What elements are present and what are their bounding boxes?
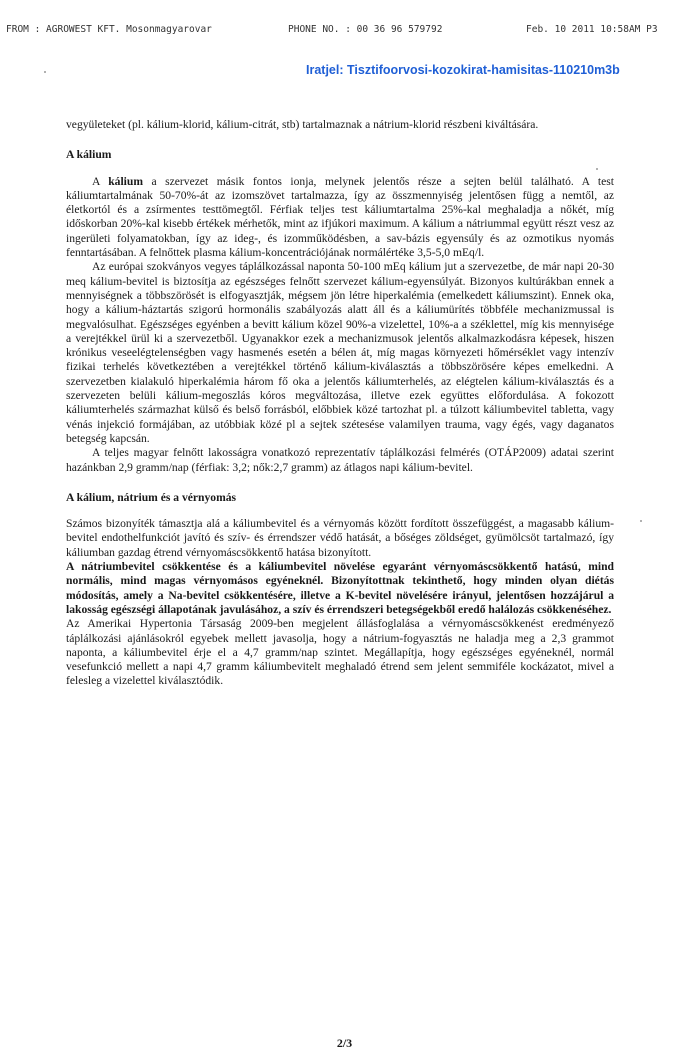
page-number: 2/3 bbox=[336, 1036, 353, 1050]
intro-paragraph: vegyületeket (pl. kálium-klorid, kálium-citrát, stb) tartalmaznak a nátrium-klorid részbeni kiváltására. bbox=[66, 118, 539, 131]
paragraph-verynomas-1: Számos bizonyíték támasztja alá a káliumbevitel és a vérnyomás között fordított összefüggést, a magasabb kálium-bevitel endothelfunkciót javító és szív- és érrendszer védő hatását, a bőséges zöldséget, gyümölcsöt tartalmazó, így káliumban gazdag étrend vérnyomáscsökkentő hatása bizonyított. bbox=[66, 517, 614, 559]
scan-speck bbox=[596, 168, 598, 170]
paragraph-kalium-1 bbox=[66, 175, 614, 261]
paragraph-kalium-2: Az európai szokványos vegyes táplálkozással naponta 50-100 mEq kálium jut a szervezetbe, de már napi 20-30 meq kálium-bevitel is biztosítja az egészséges felnőtt szervezet kálium-egyensúlyát. Bizonyos kultúrákban ennek a mennyiségnek a többszörösét is elfogyasztják, mégsem jön létre hiperkalémia (emelkedett káliumszint). Ennek oka, hogy a kálium-háztartás szigorú hormonális szabályozás alatt áll és a káliumürítés többféle mechanizmussal is megvalósulhat. Egészséges egyénben a bevitt kálium közel 90%-a vizelettel, 10%-a a széklettel, míg kis mennyisége a verejtékkel ürül ki a szervezetből. Ugyanakkor ezek a mechanizmusok jelentős alkalmazkodásra képesek, hiszen krónikus veseelégtelenségben vagy hasmenés esetén a bélen át, míg magas környezeti hőmérséklet vagy intenzív fizikai terhelés következtében a verejtékkel történő kálium-kiválasztás a többszörösére képes emelkedni. A szervezetben kialakuló hiperkalémia három fő oka a jelentős káliumterhelés, az elégtelen kálium-kiválasztás és a szervezeten belüli kálium-megoszlás kóros megváltozása, illetve ezek együttes előfordulása. A fokozott káliumterhelés származhat külső és belső forrásból, előbbiek közé tartozhat pl. a túlzott káliumbevitel tabletta, vagy vénás injekció formájában, az utóbbiak közé pl a sejtek szétesése valamilyen trauma, vagy égés, vagy daganatos betegség kapcsán. bbox=[66, 260, 614, 445]
scan-speck bbox=[44, 71, 46, 73]
paragraph-kalium-1-text: a szervezet másik fontos ionja, melynek jelentős része a sejten belül található. A test káliumtartalmának 50-70%-át az izomszövet tartalmazza, így az összmennyiség jelentősen függ a nemtől, az életkortól és a zsírmentes testtömegtől. Férfiak teljes test káliumtartalma 25%-kal meghaladja a nőkét, míg időskorban 20%-kal kisebb értékek mérhetők, mint az ifjúkori maximum. A kálium a nátriummal együtt részt vesz az ingerületi folyamatokban, így az ideg-, és izomműködésben, a sav-bázis egyensúly és az ozmotikus nyomás fenntartásában. A felnőttek plasma kálium-koncentrációjának normálértéke 3,5-5,0 mEq/l. bbox=[66, 174, 614, 260]
fax-sender: FROM : AGROWEST KFT. Mosonmagyarovar bbox=[6, 24, 212, 35]
document-body bbox=[66, 118, 614, 689]
fax-date: Feb. 10 2011 10:58AM P3 bbox=[526, 24, 658, 35]
fax-phone: PHONE NO. : 00 36 96 579792 bbox=[288, 24, 443, 35]
term-kalium: kálium bbox=[108, 174, 144, 188]
paragraph-verynomas-2: A nátriumbevitel csökkentése és a káliumbevitel növelése egyaránt vérnyomáscsökkentő hatású, mind normális, mind magas vérnyomásos egyéneknél. Bizonyítottnak tekinthető, hogy minden olyan diétás módosítás, amely a Na-bevitel csökkentésére, illetve a K-bevitel növelésére irányul, jelentősen hozzájárul a lakosság egészségi állapotának javulásához, a szív és érrendszeri betegségekből eredő halálozás csökkenéséhez. bbox=[66, 560, 614, 616]
paragraph-lead: A bbox=[92, 174, 109, 188]
paragraph-kalium-3: A teljes magyar felnőtt lakosságra vonatkozó reprezentatív táplálkozási felmérés (OTÁP2009) adatai szerint hazánkban 2,9 gramm/nap (férfiak: 3,2; nők:2,7 gramm) az átlagos napi kálium-bevitel. bbox=[66, 446, 614, 474]
section-title-verynomas: A kálium, nátrium és a vérnyomás bbox=[66, 490, 237, 504]
file-label: Iratjel: Tisztifoorvosi-kozokirat-hamisitas-110210m3b bbox=[306, 63, 620, 77]
paragraph-verynomas-3: Az Amerikai Hypertonia Társaság 2009-ben megjelent állásfoglalása a vérnyomáscsökkenést eredményező táplálkozási ajánlásokról egyebek mellett javasolja, hogy a nátrium-fogyasztás ne haladja meg a 2,3 grammot naponta, a káliumbevitel érje el a 4,7 gramm/nap szintet. Megállapítja, hogy egészséges egyéneknél, normál vesefunkció mellett a napi 4,7 gramm káliumbevitelt meghaladó étrend sem jelent semmiféle kockázatot, mivel a felesleg a vizelettel kiválasztódik. bbox=[66, 617, 614, 688]
section-title-kalium: A kálium bbox=[66, 148, 112, 162]
scan-speck bbox=[640, 520, 642, 522]
